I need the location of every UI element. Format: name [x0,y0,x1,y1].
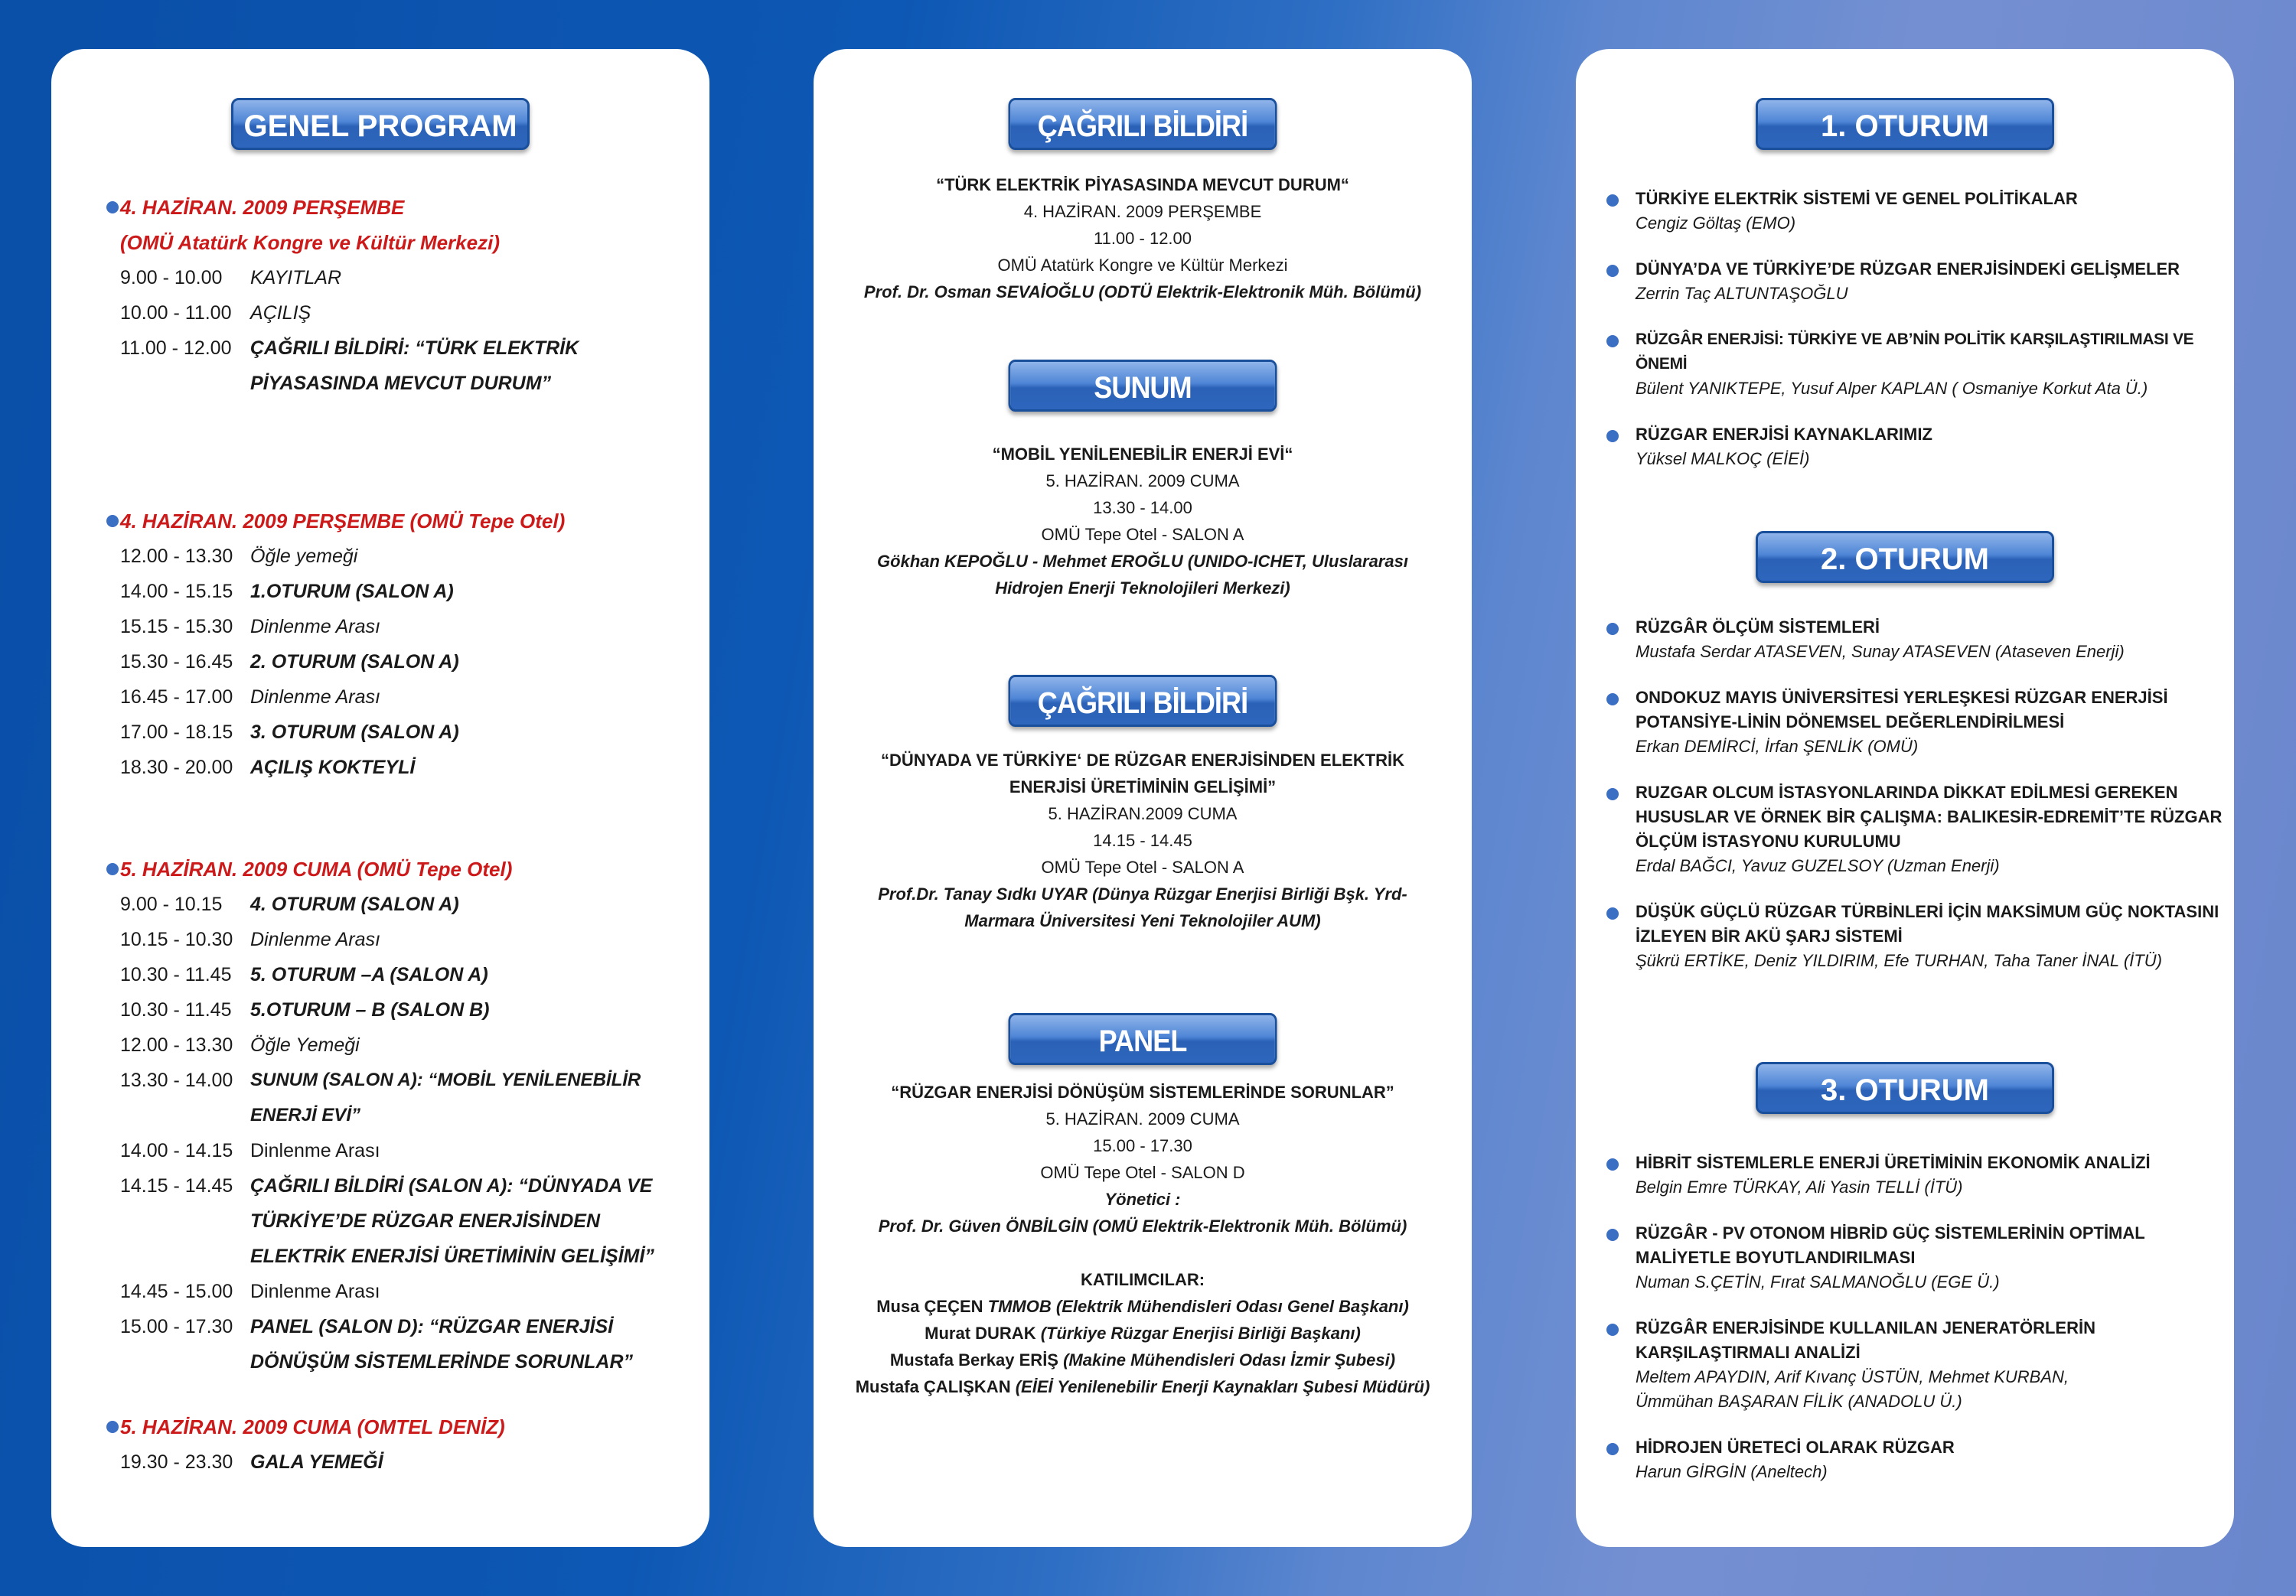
talk-item: DÜŞÜK GÜÇLÜ RÜZGAR TÜRBİNLERİ İÇİN MAKSİMUM GÜÇ NOKTASINI İZLEYEN BİR AKÜ ŞARJ SİSTEMİ Şükrü ERTİKE, Deniz YILDIRIM, Efe TURHAN, Taha Taner İNAL (İTÜ) [1591,900,2226,973]
invited-talks-panel [814,49,1472,1547]
talk-item: RÜZGÂR ENERJİSİNDE KULLANILAN JENERATÖRLERİN KARŞILAŞTIRMALI ANALİZİ Meltem APAYDIN, Arif Kıvanç ÜSTÜN, Mehmet KURBAN, Ümmühan BAŞARAN FİLİK (ANADOLU Ü.) [1591,1316,2226,1414]
talk-item: RÜZGÂR ÖLÇÜM SİSTEMLERİ Mustafa Serdar ATASEVEN, Sunay ATASEVEN (Ataseven Enerji) [1591,615,2226,664]
cagrili-bildiri-header-2: ÇAĞRILI BİLDİRİ [1009,675,1277,727]
cagrili-bildiri-header-1: ÇAĞRILI BİLDİRİ [1009,98,1277,150]
schedule-row: 14.00 - 15.15 1.OTURUM (SALON A) [120,581,454,602]
schedule-row: 10.15 - 10.30 Dinlenme Arası [120,929,380,950]
day-heading: 4. HAZİRAN. 2009 PERŞEMBE [91,190,696,225]
bullet-icon [1606,693,1619,705]
day-venue: (OMÜ Atatürk Kongre ve Kültür Merkezi) [120,231,500,254]
talk-item: DÜNYA’DA VE TÜRKİYE’DE RÜZGAR ENERJİSİNDEKİ GELİŞMELER Zerrin Taç ALTUNTAŞOĞLU [1591,257,2226,306]
day-block-2 [91,503,696,785]
bullet-icon [106,863,119,875]
day-block-1 [91,190,696,401]
schedule-row: 14.45 - 15.00 Dinlenme Arası [120,1281,380,1302]
schedule-row: 18.30 - 20.00 AÇILIŞ KOKTEYLİ [120,757,416,778]
bullet-icon [1606,430,1619,442]
bullet-icon [1606,623,1619,635]
program-panel [51,49,709,1547]
schedule-row: 14.00 - 14.15 Dinlenme Arası [120,1140,380,1161]
schedule-row: 15.15 - 15.30 Dinlenme Arası [120,616,380,637]
day-heading: 4. HAZİRAN. 2009 PERŞEMBE (OMÜ Tepe Otel) [91,503,696,539]
schedule-row: 17.00 - 18.15 3. OTURUM (SALON A) [120,721,459,743]
schedule-row: 12.00 - 13.30 Öğle Yemeği [120,1034,360,1056]
session-2-talks [1591,615,2226,995]
schedule-row: 14.15 - 14.45 ÇAĞRILI BİLDİRİ (SALON A): “DÜNYADA VE TÜRKİYE’DE RÜZGAR ENERJİSİNDEN ELEKTRİK ENERJİSİ ÜRETİMİNİN GELİŞİMİ” [120,1175,654,1267]
schedule-row: 16.45 - 17.00 Dinlenme Arası [120,686,380,708]
section-details-1: “TÜRK ELEKTRİK PİYASASINDA MEVCUT DURUM“ 4. HAZİRAN. 2009 PERŞEMBE 11.00 - 12.00 OMÜ Atatürk Kongre ve Kültür Merkezi Prof. Dr. Osman SEVAİOĞLU (ODTÜ Elektrik-Elektronik Müh. Bölümü) [863,175,1422,301]
panel-header: PANEL [1009,1013,1277,1065]
talk-item: HİDROJEN ÜRETECİ OLARAK RÜZGAR Harun GİRGİN (Aneltech) [1591,1435,2226,1484]
schedule-row: 15.30 - 16.45 2. OTURUM (SALON A) [120,651,459,673]
sessions-panel [1576,49,2234,1547]
talk-item: RÜZGÂR - PV OTONOM HİBRİD GÜÇ SİSTEMLERİNİN OPTİMAL MALİYETLE BOYUTLANDIRILMASI Numan S.ÇETİN, Fırat SALMANOĞLU (EGE Ü.) [1591,1221,2226,1295]
bullet-icon [106,201,119,213]
session-3-header: 3. OTURUM [1756,1062,2054,1114]
bullet-icon [1606,788,1619,800]
session-3-talks [1591,1151,2226,1506]
schedule-row: 13.30 - 14.00 SUNUM (SALON A): “MOBİL YENİLENEBİLİR ENERJİ EVİ” [120,1070,641,1125]
bullet-icon [1606,1443,1619,1455]
day-block-3 [91,852,696,1379]
participant-line: Mustafa ÇALIŞKAN (EİEİ Yenilenebilir Enerji Kaynakları Şubesi Müdürü) [855,1377,1430,1396]
section-details-2: “MOBİL YENİLENEBİLİR ENERJİ EVİ“ 5. HAZİRAN. 2009 CUMA 13.30 - 14.00 OMÜ Tepe Otel - SALON A Gökhan KEPOĞLU - Mehmet EROĞLU (UNIDO-ICHET, Uluslararası Hidrojen Enerji Teknolojileri Merkezi) [877,445,1408,598]
schedule-row: 10.30 - 11.45 5. OTURUM –A (SALON A) [120,964,488,985]
day-heading: 5. HAZİRAN. 2009 CUMA (OMÜ Tepe Otel) [91,852,696,887]
bullet-icon [106,1421,119,1433]
session-2-header: 2. OTURUM [1756,531,2054,583]
schedule-row: 15.00 - 17.30 PANEL (SALON D): “RÜZGAR ENERJİSİ DÖNÜŞÜM SİSTEMLERİNDE SORUNLAR” [120,1316,634,1373]
talk-item: RUZGAR OLCUM İSTASYONLARINDA DİKKAT EDİLMESİ GEREKEN HUSUSLAR VE ÖRNEK BİR ÇALIŞMA: BALIKESİR-EDREMİT’TE RÜZGAR ÖLÇÜM İSTASYONU KURULUMU Erdal BAĞCI, Yavuz GUZELSOY (Uzman Enerji) [1591,780,2226,878]
bullet-icon [1606,1324,1619,1336]
section-details-4: “RÜZGAR ENERJİSİ DÖNÜŞÜM SİSTEMLERİNDE SORUNLAR” 5. HAZİRAN. 2009 CUMA 15.00 - 17.30 OMÜ Tepe Otel - SALON D Yönetici : Prof. Dr. Güven ÖNBİLGİN (OMÜ Elektrik-Elektronik Müh. Bölümü) KATILIMCILAR: Musa ÇEÇEN TMMOB (Elektrik Mühendisleri Odası Genel Başkanı) Murat DURAK (Türkiye Rüzgar Enerjisi Birliği Başkanı) Mustafa Berkay ERİŞ (Makine Mühendisleri Odası İzmir Şubesi) Mustafa ÇALIŞKAN (EİEİ Yenilenebilir Enerji Kaynakları Şubesi Müdürü) [844,1079,1441,1400]
talk-item: RÜZGAR ENERJİSİ KAYNAKLARIMIZ Yüksel MALKOÇ (EİEİ) [1591,422,2226,471]
schedule-row: 9.00 - 10.00 KAYITLAR [120,267,342,288]
participant-line: Musa ÇEÇEN TMMOB (Elektrik Mühendisleri Odası Genel Başkanı) [876,1297,1409,1316]
day-heading: 5. HAZİRAN. 2009 CUMA (OMTEL DENİZ) [91,1409,696,1445]
talk-item: TÜRKİYE ELEKTRİK SİSTEMİ VE GENEL POLİTİKALAR Cengiz Göltaş (EMO) [1591,187,2226,236]
schedule-row: 10.30 - 11.45 5.OTURUM – B (SALON B) [120,999,490,1021]
session-1-talks [1591,187,2226,493]
day-block-4 [91,1409,696,1480]
sunum-header: SUNUM [1009,360,1277,412]
participant-line: Murat DURAK (Türkiye Rüzgar Enerjisi Birliği Başkanı) [925,1324,1361,1343]
talk-item: RÜZGÂR ENERJİSİ: TÜRKİYE VE AB’NİN POLİTİK KARŞILAŞTIRILMASI VE ÖNEMİ Bülent YANIKTEPE, Yusuf Alper KAPLAN ( Osmaniye Korkut Ata Ü.) [1591,327,2226,401]
schedule-row: 19.30 - 23.30 GALA YEMEĞİ [120,1451,383,1473]
schedule-row: 9.00 - 10.15 4. OTURUM (SALON A) [120,894,459,915]
bullet-icon [106,515,119,527]
bullet-icon [1606,907,1619,920]
genel-program-header: GENEL PROGRAM [231,98,530,150]
schedule-row: 11.00 - 12.00 ÇAĞRILI BİLDİRİ: “TÜRK ELEKTRİK PİYASASINDA MEVCUT DURUM” [120,337,579,394]
bullet-icon [1606,265,1619,277]
bullet-icon [1606,1229,1619,1241]
talk-item: HİBRİT SİSTEMLERLE ENERJİ ÜRETİMİNİN EKONOMİK ANALİZİ Belgin Emre TÜRKAY, Ali Yasin TELLİ (İTÜ) [1591,1151,2226,1200]
session-1-header: 1. OTURUM [1756,98,2054,150]
bullet-icon [1606,1158,1619,1171]
talk-item: ONDOKUZ MAYIS ÜNİVERSİTESİ YERLEŞKESİ RÜZGAR ENERJİSİ POTANSİYE-LİNİN DÖNEMSEL DEĞERLENDİRİLMESİ Erkan DEMİRCİ, İrfan ŞENLİK (OMÜ) [1591,686,2226,759]
schedule-row: 10.00 - 11.00 AÇILIŞ [120,302,311,324]
section-details-3: “DÜNYADA VE TÜRKİYE‘ DE RÜZGAR ENERJİSİNDEN ELEKTRİK ENERJİSİ ÜRETİMİNİN GELİŞİMİ” 5. HAZİRAN.2009 CUMA 14.15 - 14.45 OMÜ Tepe Otel - SALON A Prof.Dr. Tanay Sıdkı UYAR (Dünya Rüzgar Enerjisi Birliği Bşk. Yrd- Marmara Üniversitesi Yeni Teknolojiler AUM) [878,751,1407,930]
schedule-row: 12.00 - 13.30 Öğle yemeği [120,546,358,567]
bullet-icon [1606,194,1619,207]
bullet-icon [1606,335,1619,347]
participant-line: Mustafa Berkay ERİŞ (Makine Mühendisleri Odası İzmir Şubesi) [889,1350,1396,1370]
